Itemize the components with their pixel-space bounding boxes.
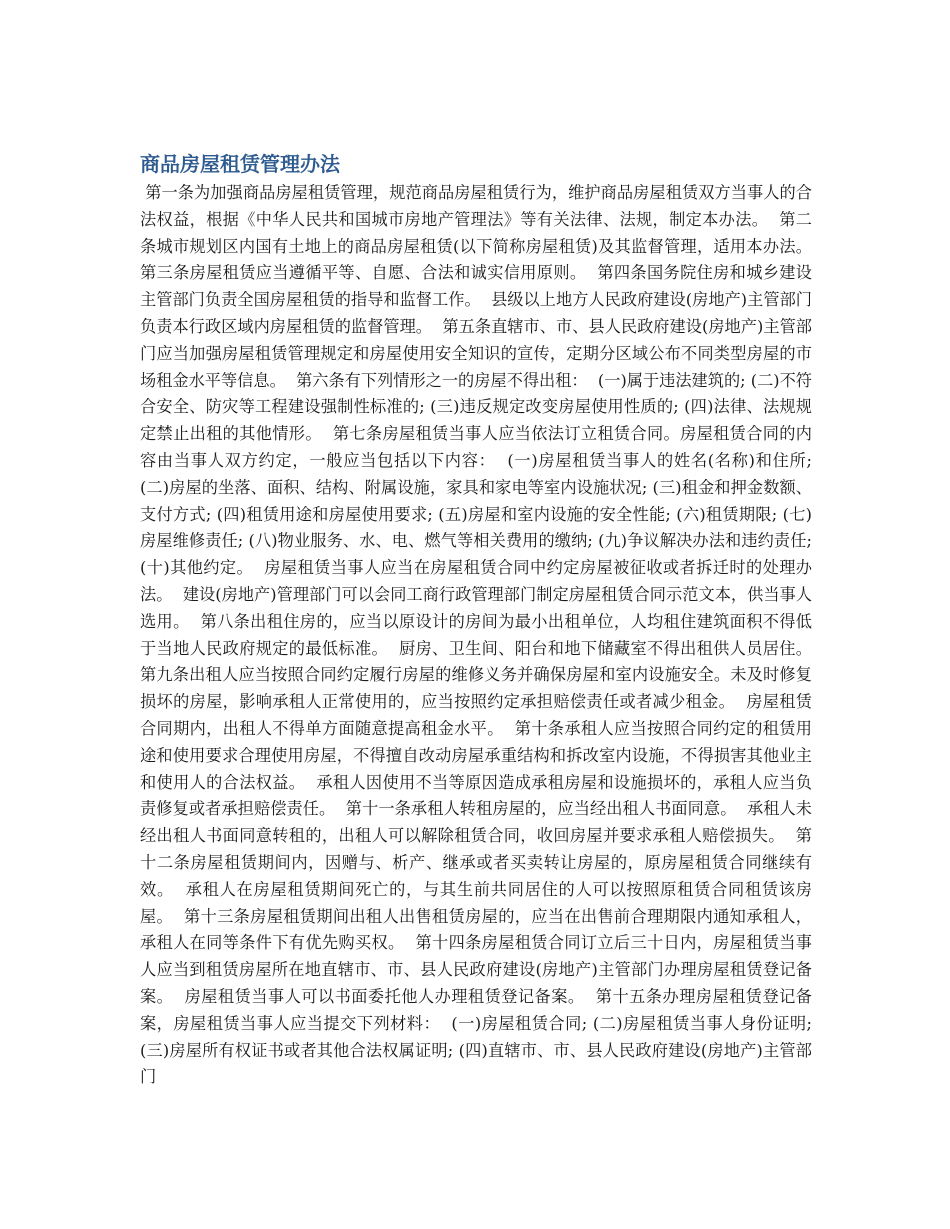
document-title: 商品房屋租赁管理办法 — [140, 152, 340, 176]
document-body-text: 第一条为加强商品房屋租赁管理，规范商品房屋租赁行为，维护商品房屋租赁双方当事人的合法权益，根据《中华人民共和国城市房地产管理法》等有关法律、法规，制定本办法。 第二条城市规划区内国有土地上的商品房屋租赁(以下简称房屋租赁)及其监督管理，适用本办法。 第三条房屋租赁应当遵循平等、自愿、合法和诚实信用原则。 第四条国务院住房和城乡建设主管部门负责全国房屋租赁的指导和监督工作。 县级以上地方人民政府建设(房地产)主管部门负责本行政区域内房屋租赁的监督管理。 第五条直辖市、市、县人民政府建设(房地产)主管部门应当加强房屋租赁管理规定和房屋使用安全知识的宣传，定期分区域公布不同类型房屋的市场租金水平等信息。 第六条有下列情形之一的房屋不得出租： (一)属于违法建筑的; (二)不符合安全、防灾等工程建设强制性标准的; (三)违反规定改变房屋使用性质的; (四)法律、法规规定禁止出租的其他情形。 第七条房屋租赁当事人应当依法订立租赁合同。房屋租赁合同的内容由当事人双方约定，一般应当包括以下内容： (一)房屋租赁当事人的姓名(名称)和住所; (二)房屋的坐落、面积、结构、附属设施，家具和家电等室内设施状况; (三)租金和押金数额、支付方式; (四)租赁用途和房屋使用要求; (五)房屋和室内设施的安全性能; (六)租赁期限; (七)房屋维修责任; (八)物业服务、水、电、燃气等相关费用的缴纳; (九)争议解决办法和违约责任; (十)其他约定。 房屋租赁当事人应当在房屋租赁合同中约定房屋被征收或者拆迁时的处理办法。 建设(房地产)管理部门可以会同工商行政管理部门制定房屋租赁合同示范文本，供当事人选用。 第八条出租住房的，应当以原设计的房间为最小出租单位，人均租住建筑面积不得低于当地人民政府规定的最低标准。 厨房、卫生间、阳台和地下储藏室不得出租供人员居住。 第九条出租人应当按照合同约定履行房屋的维修义务并确保房屋和室内设施安全。未及时修复损坏的房屋，影响承租人正常使用的，应当按照约定承担赔偿责任或者减少租金。 房屋租赁合同期内，出租人不得单方面随意提高租金水平。 第十条承租人应当按照合同约定的租赁用途和使用要求合理使用房屋，不得擅自改动房屋承重结构和拆改室内设施，不得损害其他业主和使用人的合法权益。 承租人因使用不当等原因造成承租房屋和设施损坏的，承租人应当负责修复或者承担赔偿责任。 第十一条承租人转租房屋的，应当经出租人书面同意。 承租人未经出租人书面同意转租的，出租人可以解除租赁合同，收回房屋并要求承租人赔偿损失。 第十二条房屋租赁期间内，因赠与、析产、继承或者买卖转让房屋的，原房屋租赁合同继续有效。 承租人在房屋租赁期间死亡的，与其生前共同居住的人可以按照原租赁合同租赁该房屋。 第十三条房屋租赁期间出租人出售租赁房屋的，应当在出售前合理期限内通知承租人，承租人在同等条件下有优先购买权。 第十四条房屋租赁合同订立后三十日内，房屋租赁当事人应当到租赁房屋所在地直辖市、市、县人民政府建设(房地产)主管部门办理房屋租赁登记备案。 房屋租赁当事人可以书面委托他人办理租赁登记备案。 第十五条办理房屋租赁登记备案，房屋租赁当事人应当提交下列材料： (一)房屋租赁合同; (二)房屋租赁当事人身份证明; (三)房屋所有权证书或者其他合法权属证明; (四)直辖市、市、县人民政府建设(房地产)主管部门 — [140, 183, 823, 1087]
